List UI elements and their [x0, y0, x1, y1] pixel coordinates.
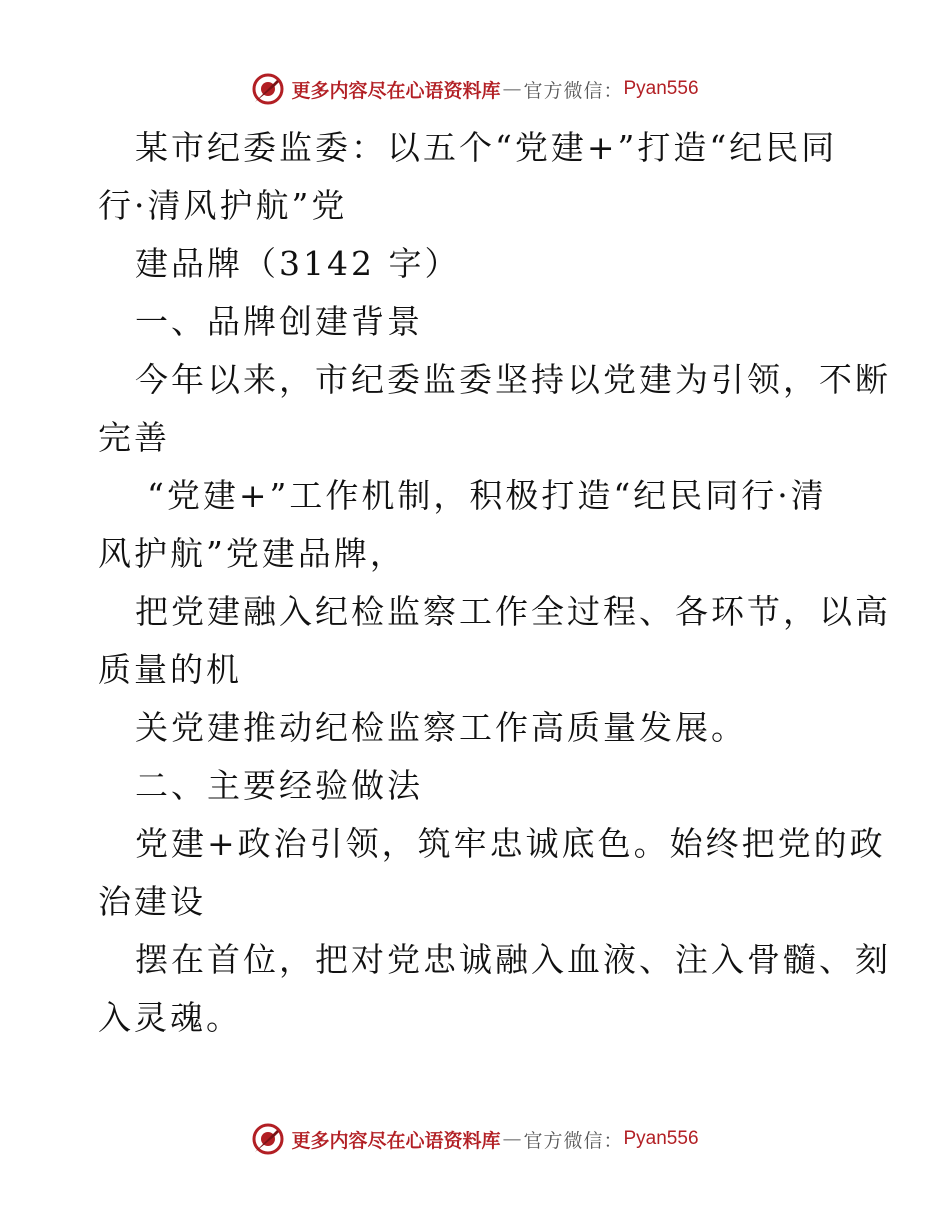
document-title-line-2: 行·清风护航”党 [98, 186, 348, 225]
watermark-dash: — [502, 78, 522, 100]
paragraph-2-line-2: 风护航”党建品牌， [98, 534, 406, 573]
paragraph-4-line-1: 关党建推动纪检监察工作高质量发展。 [135, 708, 747, 747]
document-title-line-3: 建品牌（3142 字） [135, 244, 461, 283]
paragraph-3-line-1: 把党建融入纪检监察工作全过程、各环节，以高 [135, 592, 891, 631]
paragraph-5-line-1: 党建+政治引领，筑牢忠诚底色。始终把党的政 [135, 824, 886, 863]
section-heading-2: 二、主要经验做法 [135, 766, 423, 805]
watermark-official-text: 官方微信： [523, 1129, 624, 1152]
watermark-site-text: 更多内容尽在心语资料库 [291, 1129, 501, 1152]
watermark-wechat-id: Pyan556 [623, 1128, 699, 1149]
watermark-site-text: 更多内容尽在心语资料库 [291, 79, 501, 102]
paragraph-3-line-2: 质量的机 [98, 650, 242, 689]
paragraph-6-line-2: 入灵魂。 [98, 998, 242, 1037]
watermark-dash: — [502, 1128, 522, 1150]
paragraph-1-line-1: 今年以来，市纪委监委坚持以党建为引领，不断 [135, 360, 891, 399]
watermark-official-text: 官方微信： [523, 79, 624, 102]
paragraph-2-line-1: “党建+”工作机制，积极打造“纪民同行·清 [147, 476, 827, 515]
paragraph-1-line-2: 完善 [98, 418, 170, 457]
pen-logo-icon [251, 1122, 285, 1156]
paragraph-6-line-1: 摆在首位，把对党忠诚融入血液、注入骨髓、刻 [135, 940, 891, 979]
header-watermark [0, 72, 950, 106]
document-title-line-1: 某市纪委监委：以五个“党建+”打造“纪民同 [135, 128, 838, 167]
watermark-wechat-id: Pyan556 [623, 78, 699, 99]
section-heading-1: 一、品牌创建背景 [135, 302, 423, 341]
pen-logo-icon [251, 72, 285, 106]
footer-watermark [0, 1122, 950, 1156]
paragraph-5-line-2: 治建设 [98, 882, 206, 921]
